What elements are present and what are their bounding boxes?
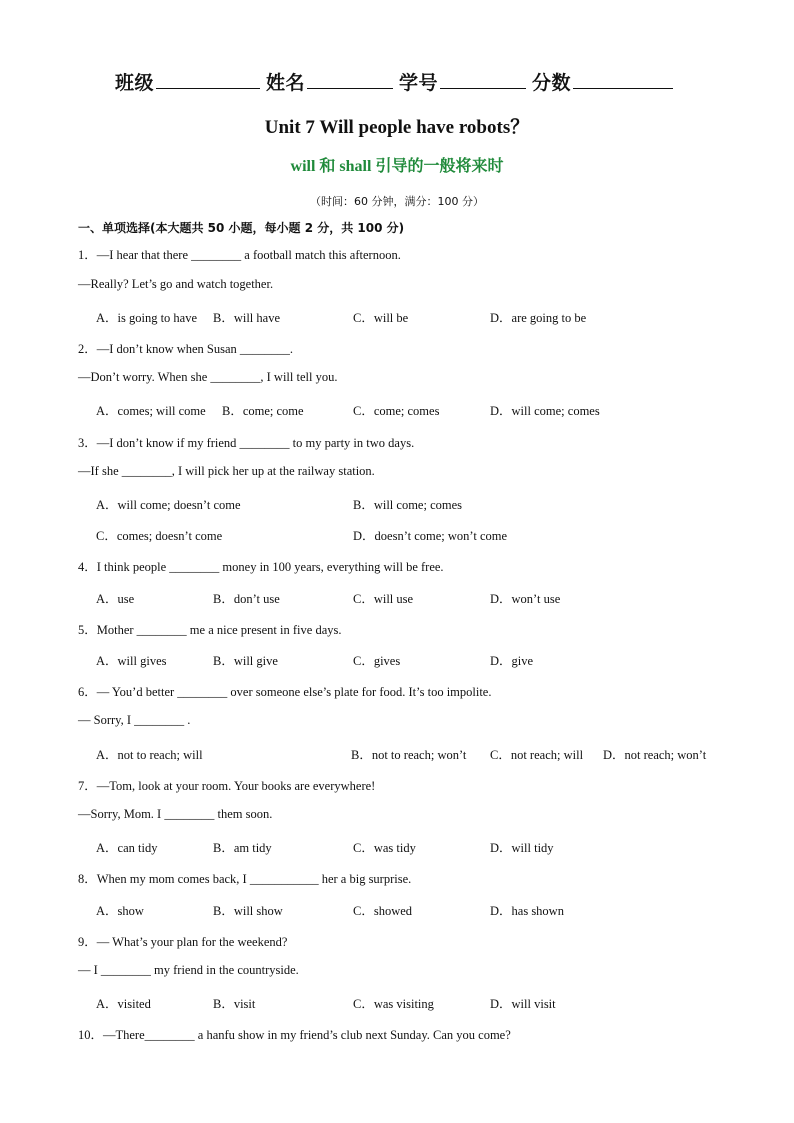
question-reply: —If she ________, I will pick her up at the railway station. bbox=[78, 464, 375, 478]
id-label: 学号 bbox=[399, 72, 439, 94]
option-d[interactable]: D．will come; comes bbox=[490, 404, 600, 418]
question-stem: 10．—There________ a hanfu show in my friend’s club next Sunday. Can you come? bbox=[78, 1028, 511, 1042]
option-b[interactable]: B．will have bbox=[213, 311, 281, 325]
question-stem: 2．—I don’t know when Susan ________. bbox=[78, 342, 294, 356]
question-stem: 6．— You’d better ________ over someone else’s plate for food. It’s too impolite. bbox=[78, 685, 492, 699]
question-stem: 4．I think people ________ money in 100 years, everything will be free. bbox=[78, 560, 444, 574]
option-b[interactable]: B．don’t use bbox=[213, 592, 280, 606]
id-blank[interactable] bbox=[440, 70, 526, 89]
name-blank[interactable] bbox=[307, 70, 393, 89]
option-b[interactable]: B．not to reach; won’t bbox=[351, 748, 467, 762]
question-reply: —Sorry, Mom. I ________ them soon. bbox=[78, 807, 273, 821]
question-reply: —Don’t worry. When she ________, I will tell you. bbox=[78, 370, 338, 384]
option-a[interactable]: A．is going to have bbox=[96, 311, 198, 325]
option-b[interactable]: B．will give bbox=[213, 654, 278, 668]
class-label: 班级 bbox=[114, 72, 154, 94]
name-label: 姓名 bbox=[265, 72, 305, 94]
option-c[interactable]: C．will be bbox=[353, 311, 409, 325]
student-info-header bbox=[0, 68, 794, 95]
page-title: Unit 7 Will people have robots？ bbox=[264, 117, 530, 138]
option-d[interactable]: D．will tidy bbox=[490, 841, 554, 855]
exam-meta: （时间：60 分钟，满分：100 分） bbox=[310, 195, 484, 208]
option-a[interactable]: A．will gives bbox=[96, 654, 167, 668]
score-blank[interactable] bbox=[573, 70, 673, 89]
option-a[interactable]: A．visited bbox=[96, 997, 151, 1011]
section-heading: 一、单项选择(本大题共 50 小题，每小题 2 分，共 100 分) bbox=[78, 221, 405, 235]
option-c[interactable]: C．not reach; will bbox=[490, 748, 584, 762]
class-blank[interactable] bbox=[156, 70, 260, 89]
option-a[interactable]: A．show bbox=[96, 904, 144, 918]
option-c[interactable]: C．was tidy bbox=[353, 841, 416, 855]
question-stem: 3．—I don’t know if my friend ________ to my party in two days. bbox=[78, 436, 415, 450]
option-d[interactable]: D．are going to be bbox=[490, 311, 587, 325]
option-a[interactable]: A．not to reach; will bbox=[96, 748, 203, 762]
question-stem: 9．— What’s your plan for the weekend? bbox=[78, 935, 288, 949]
question-reply: — Sorry, I ________ . bbox=[78, 713, 191, 727]
option-c[interactable]: C．was visiting bbox=[353, 997, 434, 1011]
score-label: 分数 bbox=[532, 72, 572, 94]
option-d[interactable]: D．has shown bbox=[490, 904, 564, 918]
option-c[interactable]: C．showed bbox=[353, 904, 413, 918]
option-d[interactable]: D．will visit bbox=[490, 997, 556, 1011]
option-a[interactable]: A．comes; will come bbox=[96, 404, 206, 418]
option-c[interactable]: C．gives bbox=[353, 654, 401, 668]
option-d[interactable]: D．give bbox=[490, 654, 534, 668]
page-subtitle: will 和 shall 引导的一般将来时 bbox=[290, 158, 504, 175]
question-stem: 5．Mother ________ me a nice present in five days. bbox=[78, 623, 342, 637]
option-b[interactable]: B．am tidy bbox=[213, 841, 272, 855]
question-stem: 8．When my mom comes back, I ___________ her a big surprise. bbox=[78, 872, 412, 886]
option-d[interactable]: D．not reach; won’t bbox=[603, 748, 707, 762]
question-reply: — I ________ my friend in the countryside. bbox=[78, 963, 299, 977]
option-b[interactable]: B．come; come bbox=[222, 404, 304, 418]
question-stem: 1．—I hear that there ________ a football match this afternoon. bbox=[78, 248, 401, 262]
option-c[interactable]: C．come; comes bbox=[353, 404, 440, 418]
option-d[interactable]: D．doesn’t come; won’t come bbox=[353, 529, 508, 543]
option-a[interactable]: A．use bbox=[96, 592, 135, 606]
option-a[interactable]: A．can tidy bbox=[96, 841, 158, 855]
question-stem: 7．—Tom, look at your room. Your books are everywhere! bbox=[78, 779, 376, 793]
option-a[interactable]: A．will come; doesn’t come bbox=[96, 498, 241, 512]
option-b[interactable]: B．will show bbox=[213, 904, 283, 918]
option-b[interactable]: B．visit bbox=[213, 997, 256, 1011]
option-c[interactable]: C．comes; doesn’t come bbox=[96, 529, 223, 543]
option-b[interactable]: B．will come; comes bbox=[353, 498, 463, 512]
option-d[interactable]: D．won’t use bbox=[490, 592, 561, 606]
question-reply: —Really? Let’s go and watch together. bbox=[78, 277, 274, 291]
option-c[interactable]: C．will use bbox=[353, 592, 414, 606]
